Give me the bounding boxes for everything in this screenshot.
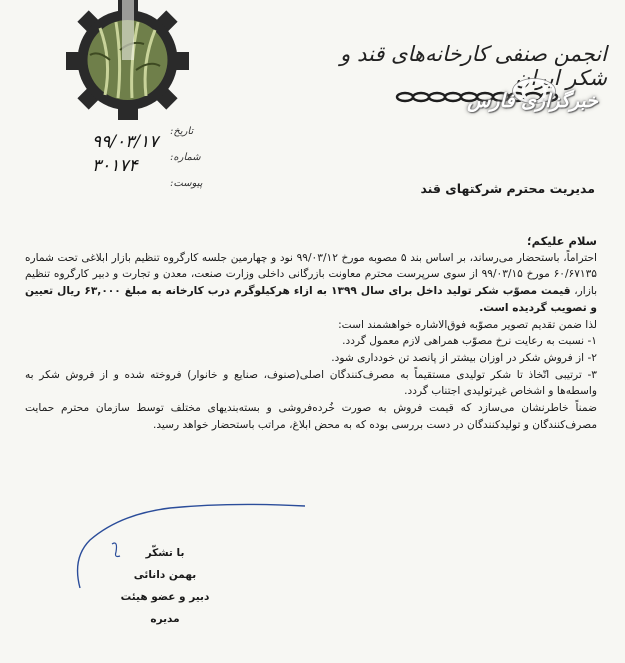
organization-title: انجمن صنفی کارخانه‌های قند و شکر ایران bbox=[340, 42, 607, 90]
request-intro: لذا ضمن تقدیم تصویر مصوّبه فوق‌الاشاره خواهشمند است: bbox=[338, 318, 597, 331]
list-item: ۱- نسبت به رعایت نرخ مصوّب همراهی لازم معمول گردد. bbox=[342, 335, 597, 348]
news-agency-watermark: خبرگزاری فارس bbox=[467, 90, 598, 112]
date-label: تاریخ: bbox=[170, 126, 194, 137]
greeting: سلام علیکم؛ bbox=[526, 234, 597, 248]
letter-body bbox=[25, 233, 597, 433]
date-value: ۹۹/۰۳/۱۷ bbox=[92, 132, 159, 152]
signatory-name: بهمن دانائی bbox=[133, 569, 197, 581]
signatory-title: دبیر و عضو هیئت مدیره bbox=[120, 591, 210, 625]
attachment-label: پیوست: bbox=[170, 178, 203, 189]
number-value: ۳۰۱۷۴ bbox=[92, 156, 138, 176]
approved-price-statement: قیمت مصوّب شکر تولید داخل برای سال ۱۳۹۹ به ازاء هرکیلوگرم درب کارخانه به مبلغ ۶۳,۰۰۰ ریال تعیین و تصویب گردیده است. bbox=[25, 285, 597, 314]
signature-block bbox=[110, 542, 220, 630]
main-paragraph-text: احتراماً، باستحضار می‌رساند، بر اساس بند ۵ مصوبه مورخ ۹۹/۰۳/۱۲ نود و چهارمین جلسه کارگروه تنظیم بازار ابلاغی تحت شماره ۶۰/۶۷۱۳۵ مورخ ۹۹/۰۳/۱۵ از سوی سرپرست محترم معاونت بازرگانی داخلی وزارت صنعت، معدن و تجارت و دبیر کارگروه تنظیم بازار، bbox=[25, 251, 598, 298]
closing-paragraph: ضمناً خاطرنشان می‌سازد که قیمت فروش به صورت خُرده‌فروشی و بسته‌بندیهای مختلف توسط سازمان محترم حمایت مصرف‌کنندگان و تولیدکنندگان در دست بررسی بوده که به محض ابلاغ، مراتب باستحضار خواهد رسید. bbox=[25, 402, 597, 431]
gear-logo-icon bbox=[60, 0, 195, 120]
closing-thanks: با تشکّر bbox=[145, 547, 185, 559]
list-item: ۲- از فروش شکر در اوزان بیشتر از پانصد تن خودداری شود. bbox=[331, 351, 597, 364]
addressee-line: مدیریت محترم شرکتهای قند bbox=[420, 181, 595, 196]
number-label: شماره: bbox=[170, 152, 201, 163]
main-paragraph bbox=[25, 250, 597, 317]
list-item: ۳- ترتیبی اتّخاذ تا شکر تولیدی مستقیماً به مصرف‌کنندگان اصلی(صنوف، صنایع و خانوار) فروخته شده و از فروش شکر به واسطه‌ها و اشخاص غیرتولیدی اجتناب گردد. bbox=[25, 368, 597, 398]
